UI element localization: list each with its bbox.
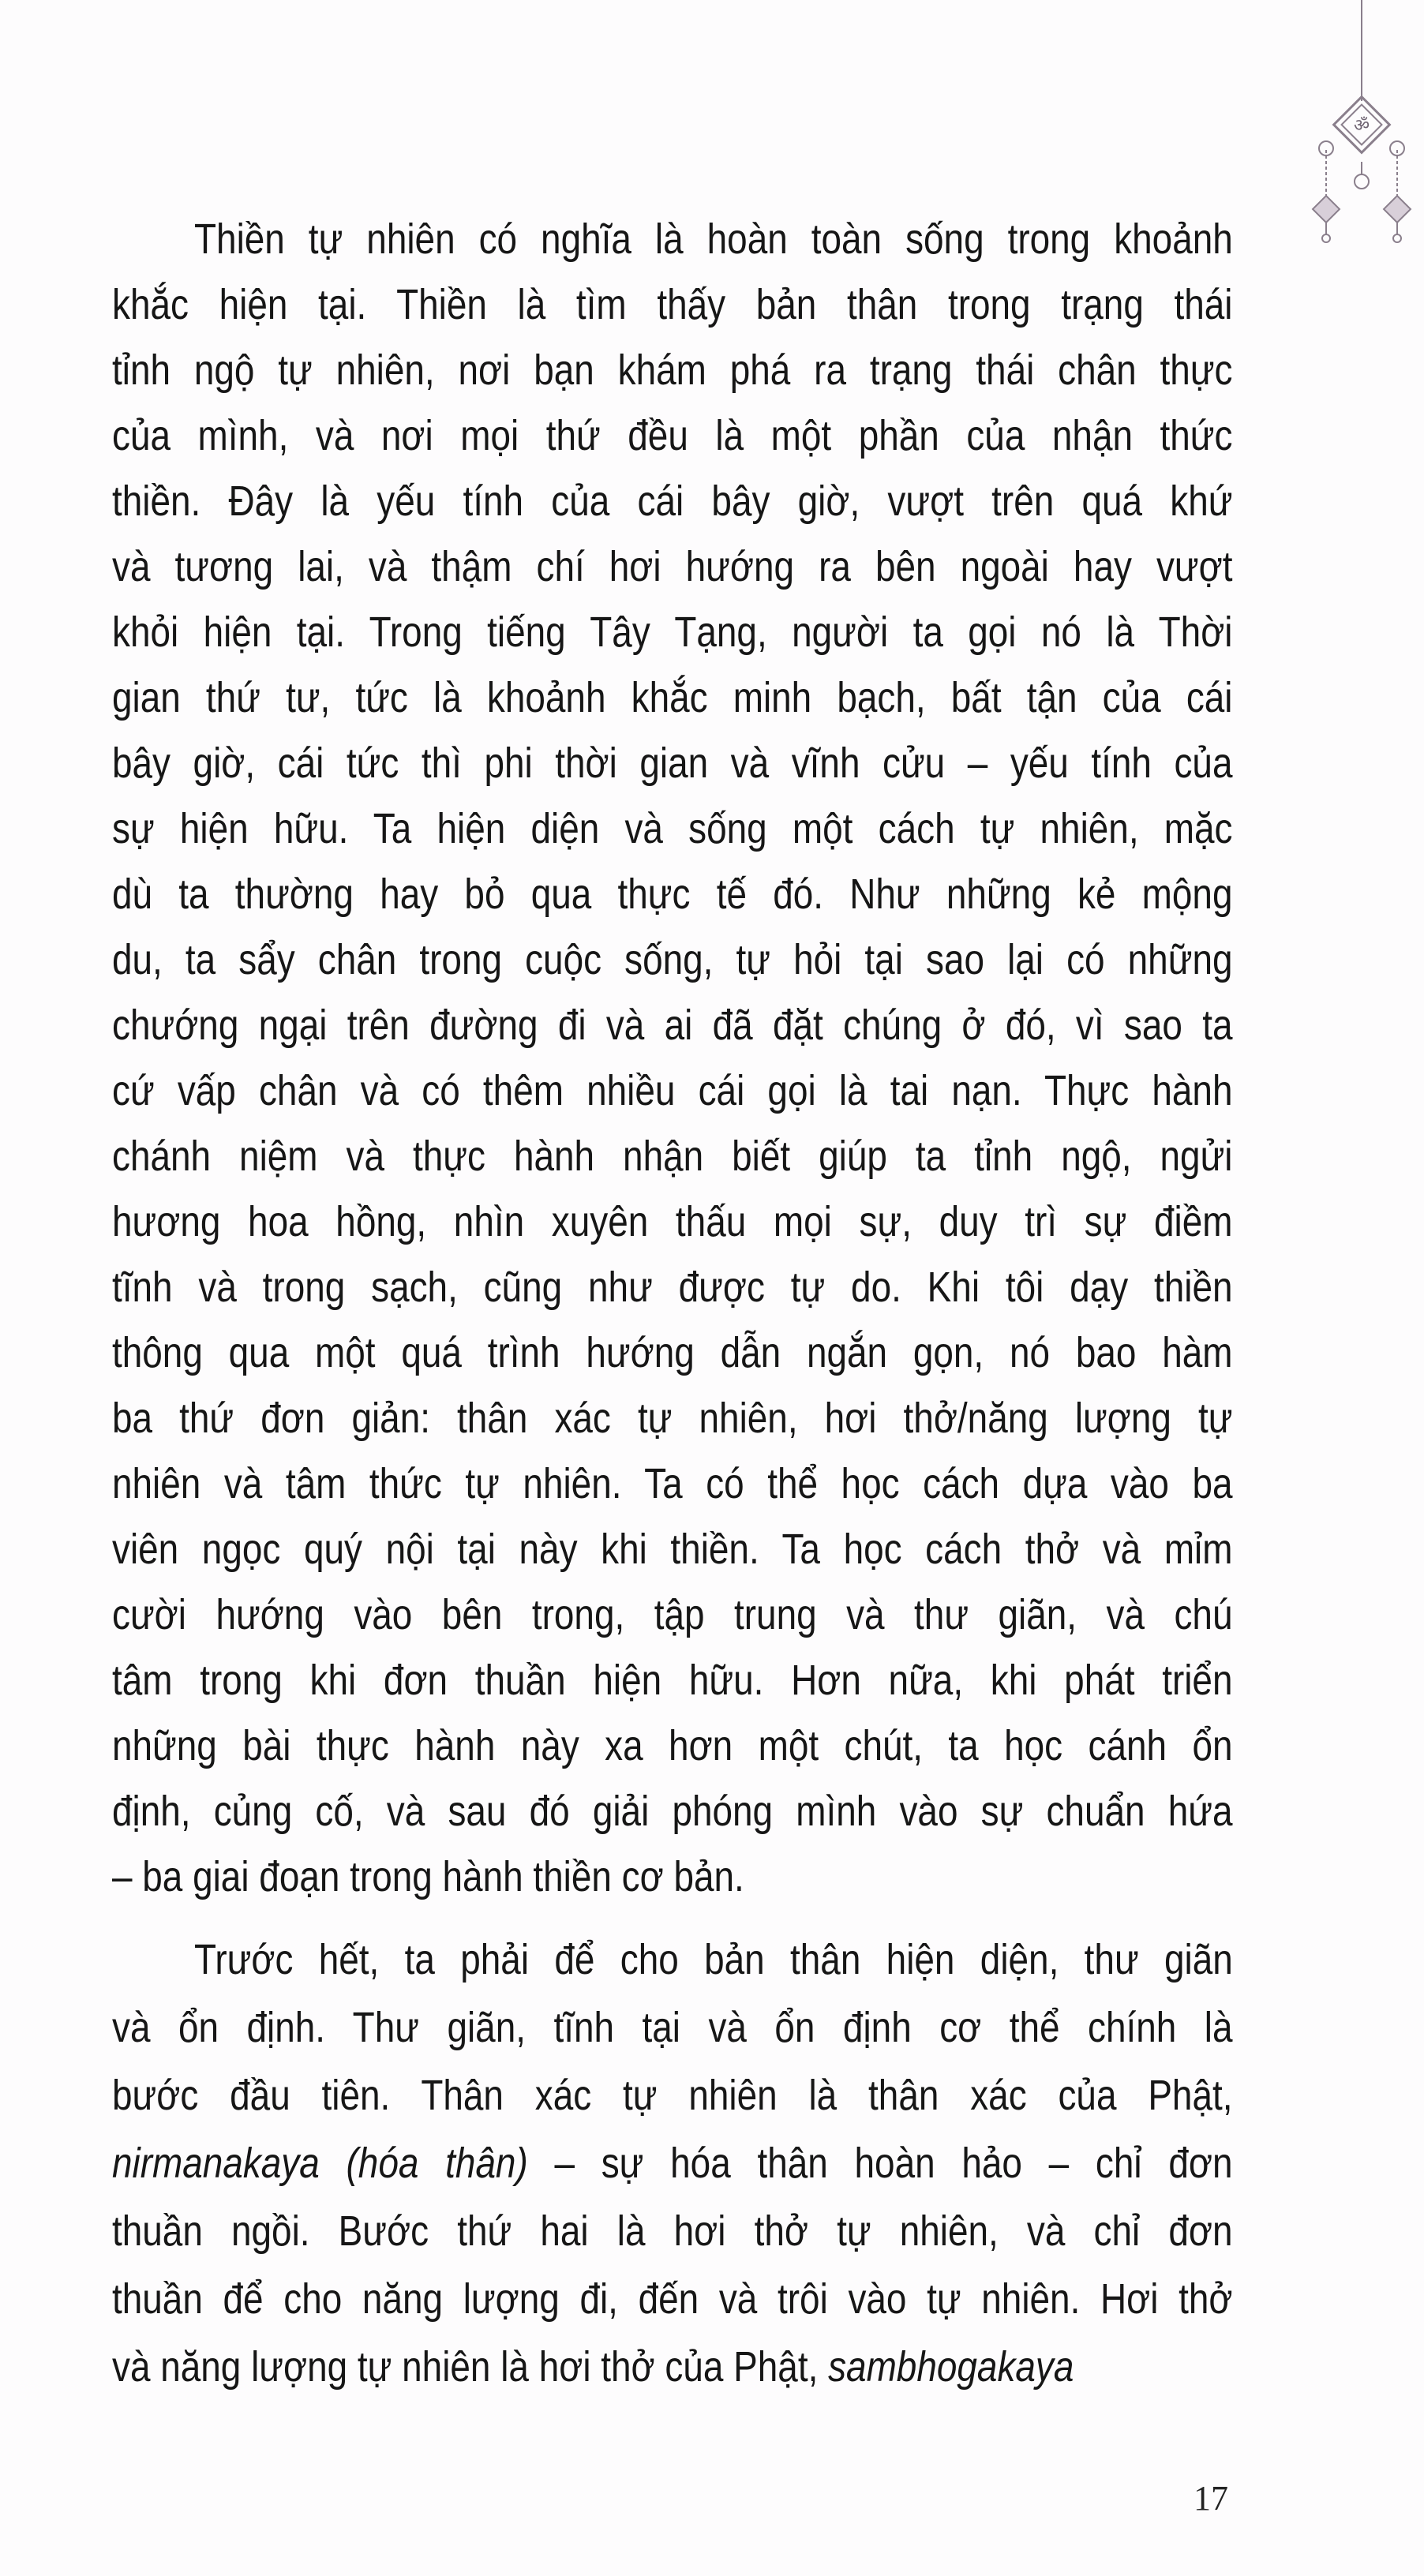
text-line <box>112 1451 1233 1517</box>
text-line-content: nhiên và tâm thức tự nhiên. Ta có thể học cách dựa vào ba <box>112 1460 1233 1507</box>
text-line <box>112 796 1233 862</box>
text-segment: và năng lượng tự nhiên là hơi thở của Phật, <box>112 2343 829 2391</box>
text-line <box>112 272 1233 338</box>
text-line-content: bước đầu tiên. Thân xác tự nhiên là thân xác của Phật, <box>112 2072 1233 2119</box>
text-line-content: – ba giai đoạn trong hành thiền cơ bản. <box>112 1853 744 1900</box>
paragraph-1 <box>112 207 1233 1910</box>
text-line <box>112 1994 1233 2061</box>
text-line-content: tỉnh ngộ tự nhiên, nơi bạn khám phá ra trạng thái chân thực <box>112 346 1233 394</box>
text-line-content: thuần ngồi. Bước thứ hai là hơi thở tự nhiên, và chỉ đơn <box>112 2207 1233 2255</box>
text-line-content: chướng ngại trên đường đi và ai đã đặt chúng ở đó, vì sao ta <box>112 1002 1233 1049</box>
text-line <box>112 665 1233 731</box>
text-line <box>112 1926 1233 1994</box>
text-line-content: gian thứ tư, tức là khoảnh khắc minh bạch, bất tận của cái <box>112 674 1233 721</box>
text-line <box>112 1058 1233 1124</box>
paragraph-2 <box>112 1926 1233 2401</box>
text-line-content: khỏi hiện tại. Trong tiếng Tây Tạng, người ta gọi nó là Thời <box>112 608 1233 656</box>
text-line-content: thiền. Đây là yếu tính của cái bây giờ, vượt trên quá khứ <box>112 477 1233 525</box>
text-line <box>112 1582 1233 1648</box>
text-line <box>112 927 1233 993</box>
text-line <box>112 1779 1233 1844</box>
text-line <box>112 731 1233 796</box>
text-line-content: và ổn định. Thư giãn, tĩnh tại và ổn định cơ thể chính là <box>112 2004 1233 2051</box>
text-line <box>112 1386 1233 1451</box>
text-line <box>112 2197 1233 2265</box>
page-number: 17 <box>1194 2479 1228 2518</box>
text-line-content: hương hoa hồng, nhìn xuyên thấu mọi sự, duy trì sự điềm <box>112 1198 1233 1245</box>
text-line <box>112 1255 1233 1320</box>
text-line-content: và tương lai, và thậm chí hơi hướng ra bên ngoài hay vượt <box>112 543 1233 590</box>
text-line <box>112 1517 1233 1582</box>
hanging-om-ornament-icon <box>1279 0 1424 260</box>
text-line <box>112 1189 1233 1255</box>
text-line-content: tâm trong khi đơn thuần hiện hữu. Hơn nữa, khi phát triển <box>112 1657 1233 1704</box>
text-line-content: chánh niệm và thực hành nhận biết giúp ta tỉnh ngộ, ngửi <box>112 1133 1233 1180</box>
text-line-content: thông qua một quá trình hướng dẫn ngắn gọn, nó bao hàm <box>112 1329 1233 1376</box>
text-line <box>112 993 1233 1058</box>
text-line <box>112 1844 1233 1910</box>
text-line-content: thuần để cho năng lượng đi, đến và trôi vào tự nhiên. Hơi thở <box>112 2275 1233 2323</box>
text-line-content: ba thứ đơn giản: thân xác tự nhiên, hơi thở/năng lượng tự <box>112 1395 1233 1442</box>
text-line-content: Thiền tự nhiên có nghĩa là hoàn toàn sống trong khoảnh <box>194 215 1233 263</box>
text-line <box>112 862 1233 927</box>
text-line-content: tĩnh và trong sạch, cũng như được tự do. Khi tôi dạy thiền <box>112 1264 1233 1311</box>
text-line-content: dù ta thường hay bỏ qua thực tế đó. Như những kẻ mộng <box>112 871 1233 918</box>
text-line <box>112 534 1233 600</box>
text-line <box>112 207 1233 272</box>
text-line <box>112 2265 1233 2333</box>
text-line-content: viên ngọc quý nội tại này khi thiền. Ta học cách thở và mỉm <box>112 1526 1233 1573</box>
text-line <box>112 1713 1233 1779</box>
text-line-content <box>112 2129 1233 2197</box>
text-line <box>112 469 1233 534</box>
text-line-content: bây giờ, cái tức thì phi thời gian và vĩnh cửu – yếu tính của <box>112 739 1233 787</box>
text-line <box>112 1648 1233 1713</box>
text-line-content: định, củng cố, và sau đó giải phóng mình vào sự chuẩn hứa <box>112 1788 1233 1835</box>
text-line-content: sự hiện hữu. Ta hiện diện và sống một cách tự nhiên, mặc <box>112 805 1233 852</box>
italic-term: nirmanakaya (hóa thân) <box>112 2140 528 2187</box>
text-line-content: cười hướng vào bên trong, tập trung và thư giãn, và chú <box>112 1591 1233 1638</box>
text-line-content: du, ta sẩy chân trong cuộc sống, tự hỏi tại sao lại có những <box>112 936 1233 983</box>
text-line-content <box>112 2333 1233 2401</box>
text-line <box>112 338 1233 403</box>
text-line-content: của mình, và nơi mọi thứ đều là một phần của nhận thức <box>112 412 1233 459</box>
om-symbol: ॐ <box>1353 116 1370 136</box>
text-line-content: cứ vấp chân và có thêm nhiều cái gọi là tai nạn. Thực hành <box>112 1067 1233 1114</box>
text-line-content: khắc hiện tại. Thiền là tìm thấy bản thân trong trạng thái <box>112 281 1233 328</box>
text-line <box>112 2061 1233 2129</box>
text-line <box>112 1320 1233 1386</box>
text-segment: – sự hóa thân hoàn hảo – chỉ đơn <box>527 2140 1233 2187</box>
text-line <box>112 2129 1233 2197</box>
text-line <box>112 2333 1233 2401</box>
text-line-content: những bài thực hành này xa hơn một chút, ta học cánh ổn <box>112 1722 1233 1769</box>
italic-term: sambhogakaya <box>828 2343 1074 2391</box>
text-line-content: Trước hết, ta phải để cho bản thân hiện diện, thư giãn <box>194 1936 1233 1983</box>
text-line <box>112 1124 1233 1189</box>
text-line <box>112 403 1233 469</box>
text-line <box>112 600 1233 665</box>
